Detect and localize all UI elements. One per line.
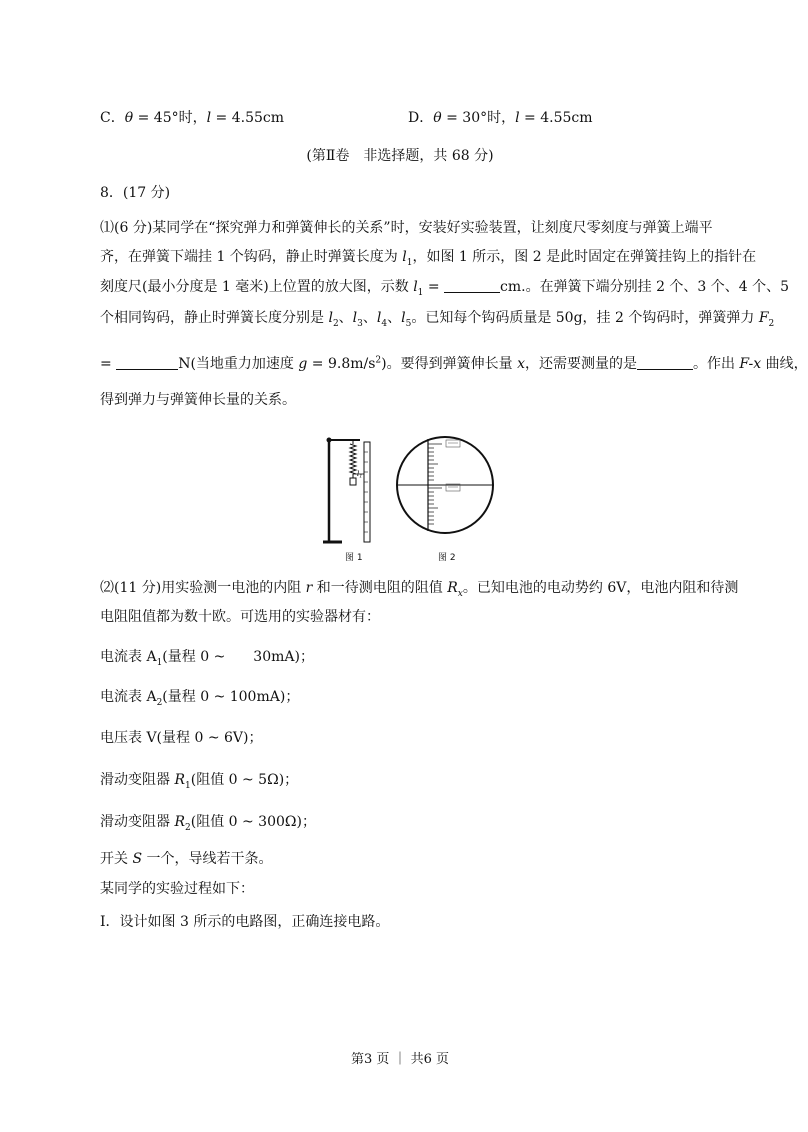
equipment-ammeter-a2: 电流表 $A_2$(量程 0 ~ 100mA)； [100,689,300,708]
figure-1-apparatus [323,438,370,543]
option-d: D．θ = 30°时，l = 4.55cm [408,110,593,126]
figure-2-caption: 图 2 [438,553,456,563]
answer-blank-1[interactable] [444,278,500,293]
equipment-switch: 开关 S 一个，导线若干条。 [100,851,273,867]
part1-line3: 刻度尺(最小分度是 1 毫米)上位置的放大图，示数 $l_1$ = cm.。在弹簧下端分别挂 2 个、3 个、4 个、5 [100,279,790,298]
answer-blank-2[interactable] [116,355,178,370]
option-c: C．θ = 45°时，l = 4.55cm [100,110,285,126]
figure-1-caption: 图 1 [345,553,363,563]
part2-line2: 电阻阻值都为数十欧。可选用的实验器材有： [100,609,380,625]
equipment-ammeter-a1: 电流表 $A_1$(量程 0 ~ 30mA)； [100,649,314,668]
part2-line1: ⑵(11 分)用实验测一电池的内阻 r 和一待测电阻的阻值 $R_x$。已知电池的电动势约 6V，电池内阻和待测 [100,580,739,599]
equipment-rheostat-r2: 滑动变阻器 $R_2$(阻值 0 ~ 300Ω)； [100,814,316,833]
page-footer: 第3 页 ｜ 共6 页 [350,1052,450,1067]
figure-2-magnified-scale [397,437,493,533]
figure-illustration [320,430,490,565]
step-1: Ⅰ．设计如图 3 所示的电路图，正确连接电路。 [100,914,390,930]
equipment-rheostat-r1: 滑动变阻器 $R_1$(阻值 0 ~ 5Ω)； [100,772,299,791]
question-number: 8．(17 分) [100,185,171,201]
figure-1-l1-label: $l_1$ [357,470,363,480]
section-title: (第Ⅱ卷 非选择题，共 68 分) [306,148,494,164]
equipment-voltmeter: 电压表 V(量程 0 ~ 6V)； [100,730,263,746]
process-intro: 某同学的实验过程如下： [100,881,254,897]
part1-line4: 个相同钩码，静止时弹簧长度分别是 $l_2$、$l_3$、$l_4$、$l_5$。已知每个钩码质量是 50g，挂 2 个钩码时，弹簧弹力 $F_2$ [100,310,775,329]
figure-area [320,430,490,565]
part1-line6: 得到弹力与弹簧伸长量的关系。 [100,392,296,408]
part1-line5: = N(当地重力加速度 $g = 9.8m/s^2$)。要得到弹簧伸长量 x，还需要测量的是 。作出 F-x 曲线， [100,355,808,372]
answer-blank-3[interactable] [637,355,693,370]
part1-line1: ⑴(6 分)某同学在“探究弹力和弹簧伸长的关系”时，安装好实验装置，让刻度尺零刻度与弹簧上端平 [100,220,713,236]
part1-line2: 齐，在弹簧下端挂 1 个钩码，静止时弹簧长度为 $l_1$，如图 1 所示，图 2 是此时固定在弹簧挂钩上的指针在 [100,249,757,268]
